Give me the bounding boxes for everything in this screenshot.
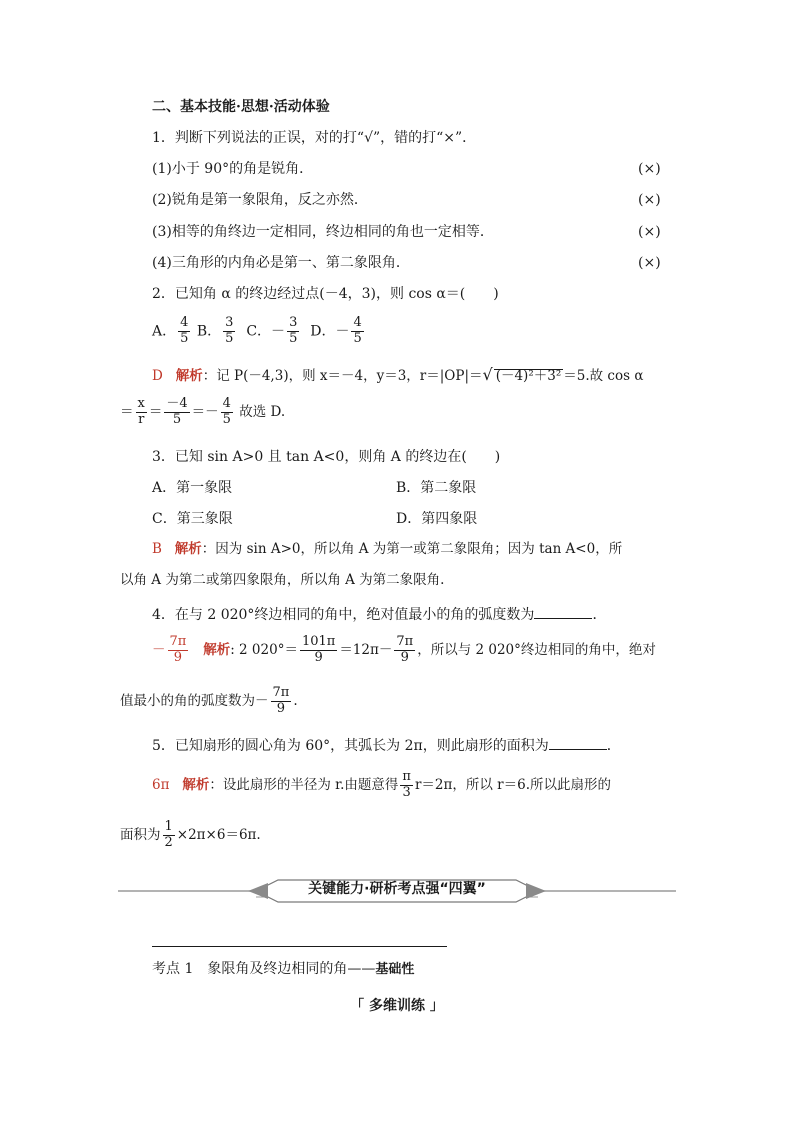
q1-item-2-mark: (×) <box>638 192 661 208</box>
q3-option-d: D．第四象限 <box>396 511 478 527</box>
q2-solution-line-1: D 解析：记 P(－4,3)，则 x＝－4，y＝3，r＝|OP|＝√ (－4)²＋3² ＝5.故 cos α <box>152 365 644 384</box>
q2-solution-label: 解析 <box>175 368 203 384</box>
q3-solution-line-1: B 解析：因为 sin A>0，所以角 A 为第一或第二象限角；因为 tan A<0，所 <box>152 541 623 557</box>
q4-answer: － $\frac{7\pi}{9}$ <box>152 634 187 665</box>
q1-item-1: (1)小于 90°的角是锐角． <box>152 161 314 177</box>
q2-sol-frac-1: $\frac{-4}{5}$ <box>166 396 188 427</box>
q4-solution-label: 解析 <box>203 641 231 658</box>
banner-title: 关键能力·研析考点强“四翼” <box>308 881 486 897</box>
q1-item-3: (3)相等的角终边一定相同，终边相同的角也一定相等． <box>152 224 494 240</box>
q5-answer: 6π <box>152 776 170 793</box>
topic-divider <box>152 946 447 947</box>
q3-solution-label: 解析 <box>174 541 202 557</box>
q2-option-b-fraction: $\frac{3}{5}$ <box>225 315 234 346</box>
q1-item-1-mark: (×) <box>638 161 661 177</box>
q2-option-a-label: A． <box>152 323 177 340</box>
topic-title: 考点 1 象限角及终边相同的角——基础性 <box>152 961 415 977</box>
q2-option-d-fraction: $\frac{4}{5}$ <box>353 315 362 346</box>
q2-answer: D <box>152 368 163 384</box>
q2-stem: 2．已知角 α 的终边经过点(－4，3)，则 cos α＝( ) <box>152 286 499 302</box>
q2-sqrt: (－4)²＋3² <box>495 368 562 384</box>
q5-solution-line-1: 6π 解析：设此扇形的半径为 r.由题意得 $\frac{\pi}{3}$ r＝2π，所以 r＝6.所以此扇形的 <box>152 769 611 800</box>
q4-sol-frac-1: $\frac{101\pi}{9}$ <box>301 634 336 665</box>
q2-option-d-label: D．－ <box>310 323 350 340</box>
q5-solution-line-2: 面积为 $\frac{1}{2}$ ×2π×6＝6π. <box>120 819 261 850</box>
q2-sol-frac-2: $\frac{4}{5}$ <box>222 396 231 427</box>
section-title: 二、基本技能·思想·活动体验 <box>152 99 330 115</box>
q2-option-c-label: C．－ <box>246 323 286 340</box>
q2-option-a-fraction: $\frac{4}{5}$ <box>180 315 189 346</box>
q2-options <box>152 316 366 347</box>
q4-sol-frac-2: $\frac{7\pi}{9}$ <box>396 634 414 665</box>
q3-option-b: B．第二象限 <box>396 480 477 496</box>
q4-solution-line-1: － $\frac{7\pi}{9}$ 解析: 2 020°＝ $\frac{101\pi}{9}$ ＝12π－ $\frac{7\pi}{9}$ ，所以与 2 020°终边相同的角中，绝对 <box>152 634 656 665</box>
q2-sol-frac-xr: $\frac{x}{r}$ <box>137 396 145 427</box>
q4-solution-line-2: 值最小的角的弧度数为－ $\frac{7\pi}{9}$ . <box>120 685 298 716</box>
q3-answer: B <box>152 541 162 557</box>
q5-sol-frac-2: $\frac{1}{2}$ <box>164 819 173 850</box>
q5-sol-frac-1: $\frac{\pi}{3}$ <box>402 769 411 800</box>
q5-stem: 5．已知扇形的圆心角为 60°，其弧长为 2π，则此扇形的面积为 ． <box>152 738 621 754</box>
q3-option-a: A．第一象限 <box>152 480 233 496</box>
q2-option-b-label: B． <box>196 323 222 340</box>
q1-item-4: (4)三角形的内角必是第一、第二象限角． <box>152 255 410 271</box>
q1-stem: 1．判断下列说法的正误，对的打“√”，错的打“×”． <box>152 130 477 146</box>
q2-solution-line-2: ＝ $\frac{x}{r}$ ＝ $\frac{-4}{5}$ ＝－ $\frac{4}{5}$ 故选 D. <box>120 396 286 427</box>
q1-item-2: (2)锐角是第一象限角，反之亦然． <box>152 192 368 208</box>
q4-stem: 4．在与 2 020°终边相同的角中，绝对值最小的角的弧度数为 ． <box>152 607 607 623</box>
q4-answer-blank <box>534 606 592 619</box>
q3-stem: 3．已知 sin A>0 且 tan A<0，则角 A 的终边在( ) <box>152 449 501 465</box>
q2-option-c-fraction: $\frac{3}{5}$ <box>289 315 298 346</box>
training-heading: 「 多维训练 」 <box>350 998 444 1014</box>
q3-option-c: C．第三象限 <box>152 511 233 527</box>
q3-solution-line-2: 以角 A 为第二或第四象限角，所以角 A 为第二象限角. <box>120 572 445 588</box>
q4-sol-frac-3: $\frac{7\pi}{9}$ <box>272 685 290 716</box>
q1-item-4-mark: (×) <box>638 255 661 271</box>
topic-tag: 基础性 <box>375 962 415 977</box>
q5-solution-label: 解析 <box>182 776 210 793</box>
q1-item-3-mark: (×) <box>638 224 661 240</box>
q5-answer-blank <box>549 737 607 750</box>
